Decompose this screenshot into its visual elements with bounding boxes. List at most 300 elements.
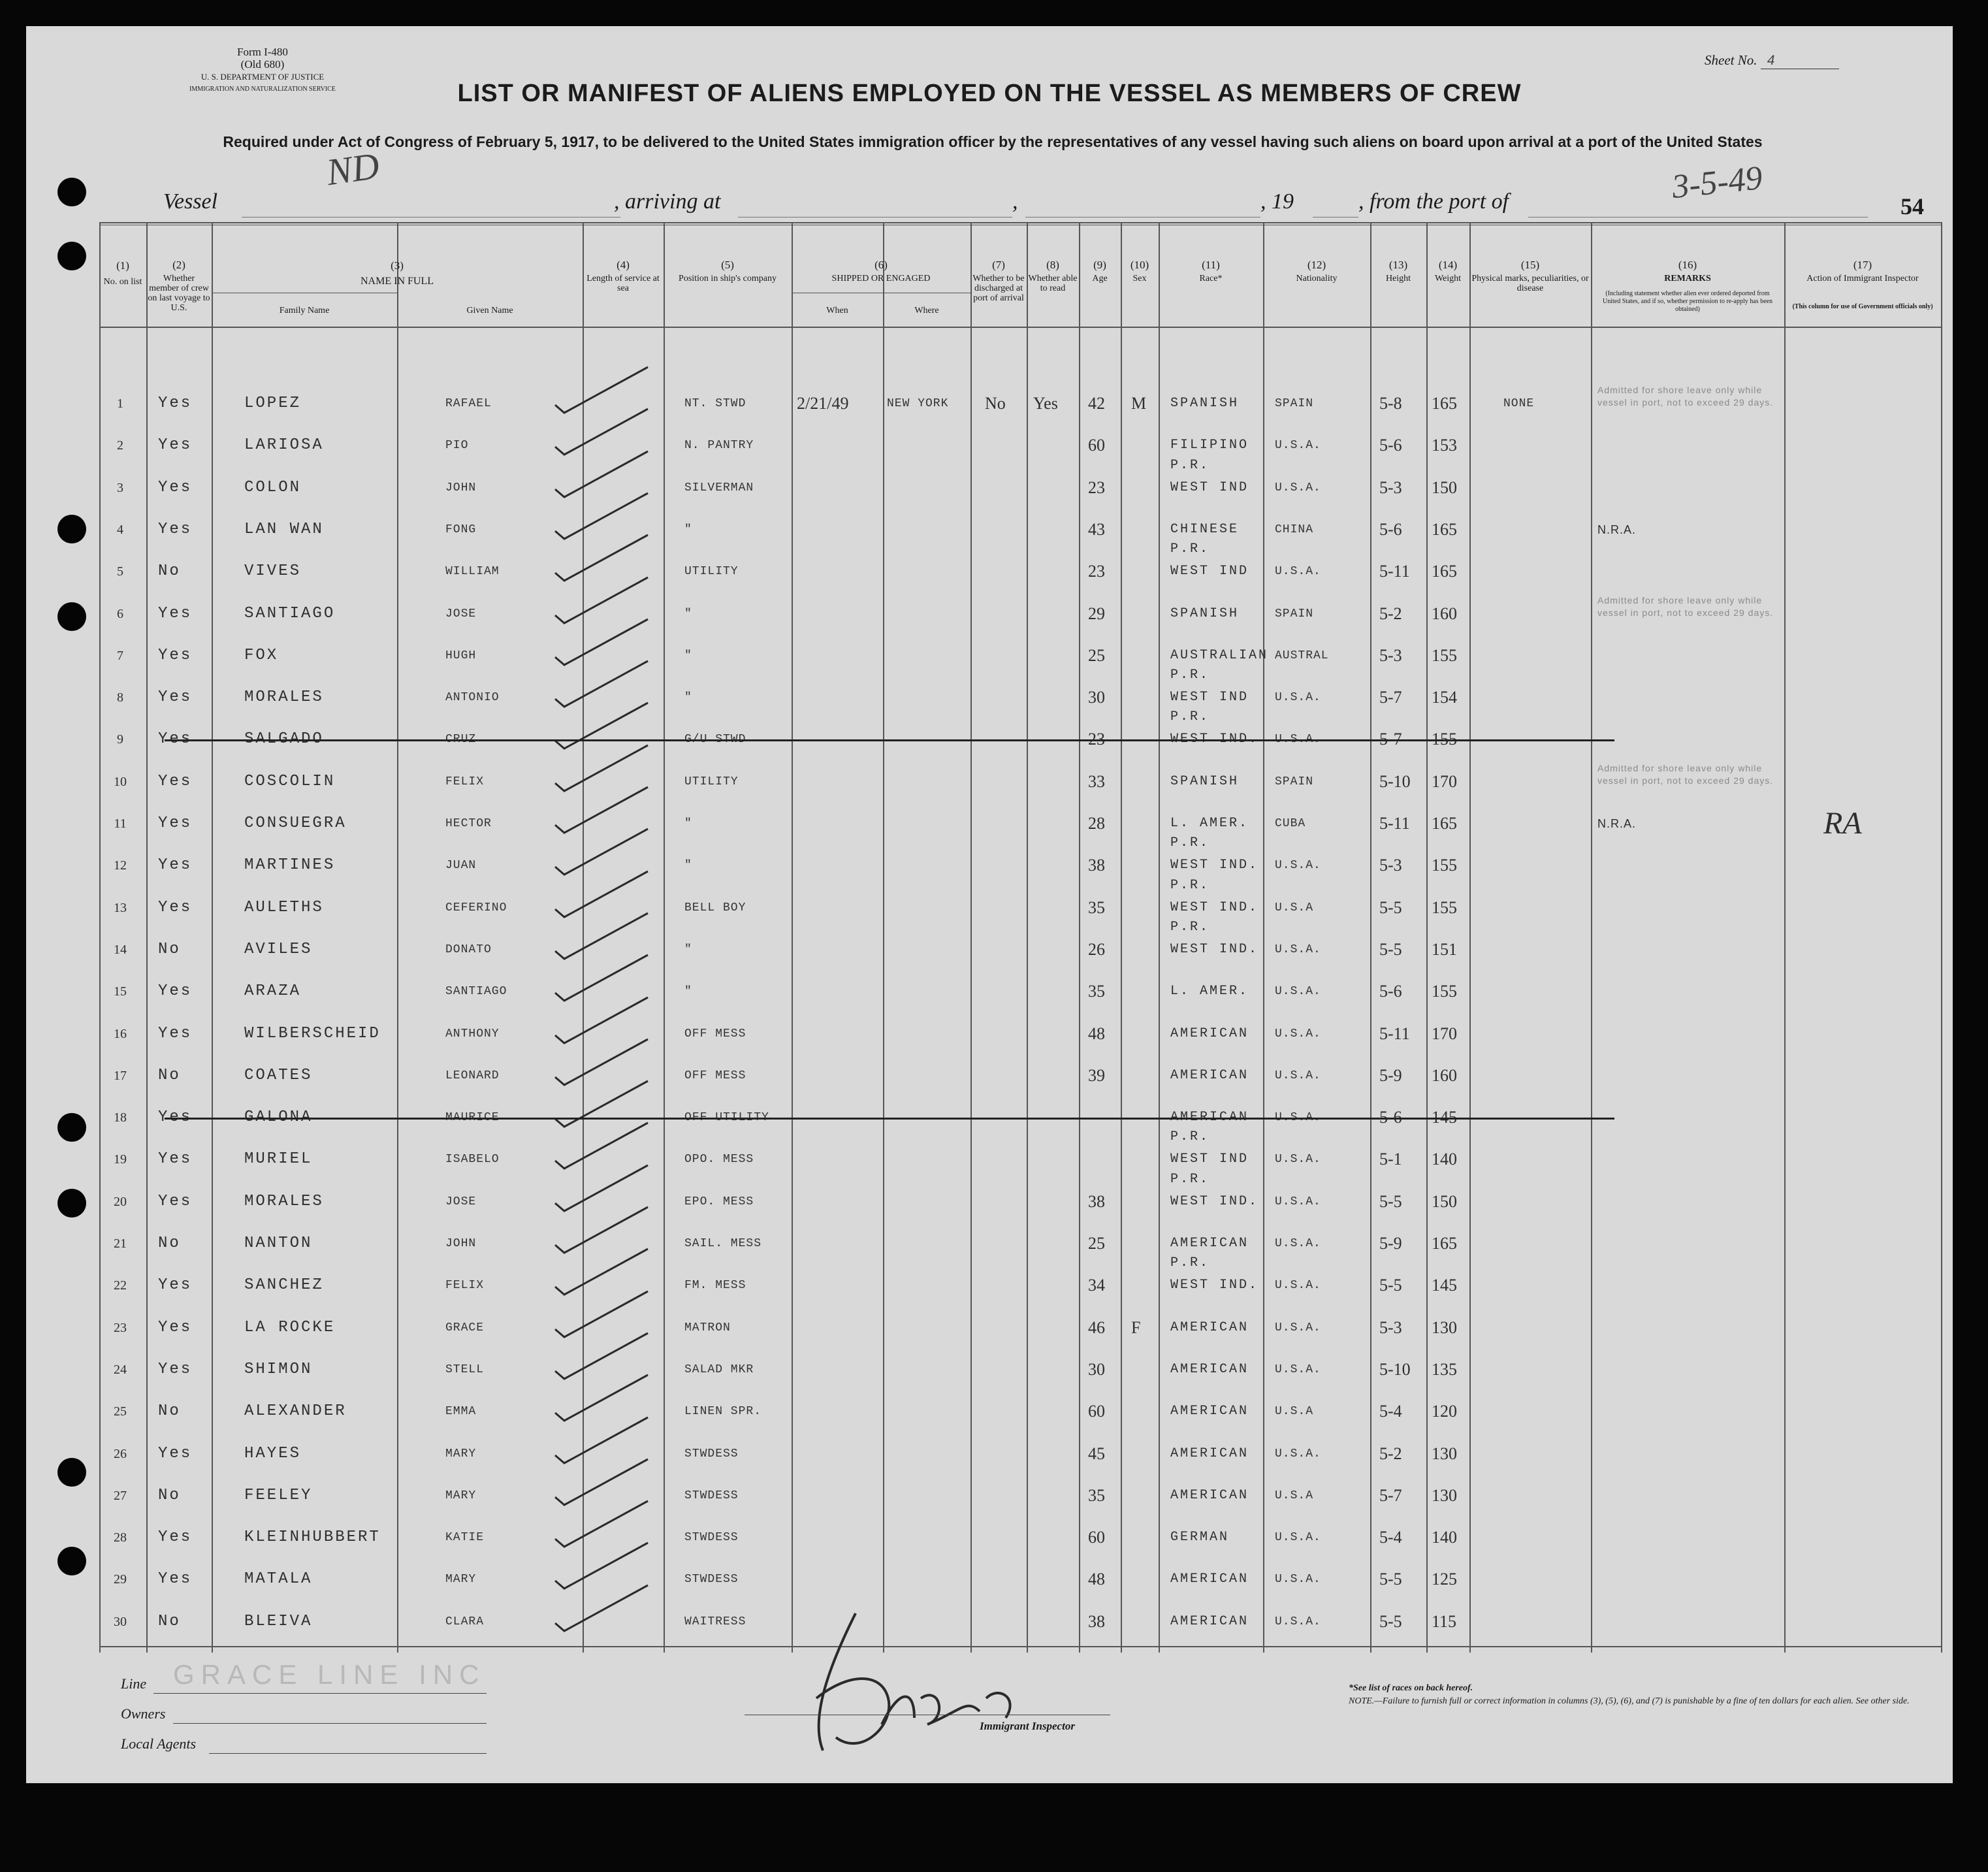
port-blank xyxy=(1528,217,1868,218)
year-blank xyxy=(1313,217,1358,218)
table-row xyxy=(99,1014,1941,1054)
nationality-value: U.S.A. xyxy=(1275,1531,1321,1545)
col-header-last-voyage: (2) Whether member of crew on last voyage to U.S. xyxy=(148,259,210,313)
weight-value: 165 xyxy=(1432,1234,1457,1253)
age-value: 28 xyxy=(1088,814,1105,833)
table-row xyxy=(99,1098,1941,1137)
page-title: LIST OR MANIFEST OF ALIENS EMPLOYED ON THE VESSEL AS MEMBERS OF CREW xyxy=(457,80,1522,107)
punch-hole xyxy=(57,602,86,631)
family-name-value: SHIMON xyxy=(244,1360,313,1378)
nationality-value: U.S.A. xyxy=(1275,1615,1321,1628)
local-agents-blank xyxy=(209,1753,487,1754)
given-name-value: CLARA xyxy=(445,1615,485,1628)
race-text: AMERICAN xyxy=(1170,1110,1249,1125)
race-text: WEST IND. xyxy=(1170,1193,1259,1209)
row-number: 29 xyxy=(114,1572,127,1587)
weight-value: 130 xyxy=(1432,1317,1457,1337)
last-voyage-value: Yes xyxy=(158,1024,193,1042)
last-voyage-value: Yes xyxy=(158,646,193,664)
race-value xyxy=(1170,762,1239,801)
age-value: 60 xyxy=(1088,1528,1105,1547)
table-row xyxy=(99,1255,1941,1305)
position-value: SILVERMAN xyxy=(684,481,754,494)
remarks-value: N.R.A. xyxy=(1597,817,1637,830)
last-voyage-value: Yes xyxy=(158,395,193,412)
family-name-value: FEELEY xyxy=(244,1486,313,1504)
family-name-value: WILBERSCHEID xyxy=(244,1024,381,1042)
local-agents-label: Local Agents xyxy=(121,1735,197,1752)
race-text: GERMAN xyxy=(1170,1530,1230,1545)
position-value: OFF MESS xyxy=(684,1069,746,1082)
arriving-blank xyxy=(738,217,1012,218)
position-value: OFF MESS xyxy=(684,1027,746,1041)
race-text: AMERICAN xyxy=(1170,1067,1249,1083)
handwritten-mark: ND xyxy=(323,144,382,194)
position-value: NT. STWD xyxy=(684,397,746,410)
height-value: 5-3 xyxy=(1379,477,1402,497)
position-value: MATRON xyxy=(684,1321,731,1334)
table-row xyxy=(99,1518,1941,1557)
race-text: AMERICAN xyxy=(1170,1025,1249,1041)
arriving-label: , arriving at xyxy=(614,189,721,214)
last-voyage-value: Yes xyxy=(158,1318,193,1336)
agency-subname: IMMIGRATION AND NATURALIZATION SERVICE xyxy=(189,86,336,93)
race-origin-value: P.R. xyxy=(1170,541,1210,557)
port-label: , from the port of xyxy=(1358,189,1509,214)
col-header-read: (8) Whether able to read xyxy=(1028,259,1078,293)
height-value: 5-5 xyxy=(1379,1611,1402,1631)
col-header-action-note: (This column for use of Government officials only) xyxy=(1792,303,1933,310)
family-name-value: NANTON xyxy=(244,1235,313,1252)
sex-value: M xyxy=(1131,394,1147,413)
race-text: WEST IND. xyxy=(1170,941,1259,957)
table-row xyxy=(99,1224,1941,1263)
position-value: " xyxy=(684,943,692,956)
race-value xyxy=(1170,1308,1249,1348)
family-name-value: GALONA xyxy=(244,1108,313,1127)
nationality-value: U.S.A. xyxy=(1275,691,1321,705)
check-mark-icon xyxy=(550,1583,654,1635)
nationality-value: U.S.A xyxy=(1275,1405,1314,1419)
col-header-no: (1) No. on list xyxy=(103,259,142,287)
given-name-value: ANTONIO xyxy=(445,691,500,705)
given-name-value: DONATO xyxy=(445,943,492,956)
age-value: 38 xyxy=(1088,1611,1105,1631)
height-value: 5-4 xyxy=(1379,1528,1402,1547)
punch-hole xyxy=(57,1458,86,1487)
nationality-value: U.S.A. xyxy=(1275,481,1321,494)
row-number: 19 xyxy=(114,1152,127,1167)
row-number: 17 xyxy=(114,1068,127,1083)
age-value: 60 xyxy=(1088,436,1105,455)
weight-value: 145 xyxy=(1432,1108,1457,1127)
height-value: 5-2 xyxy=(1379,604,1402,623)
age-value: 38 xyxy=(1088,1191,1105,1211)
col-header-nationality: (12) Nationality xyxy=(1296,259,1338,283)
position-value: STWDESS xyxy=(684,1489,739,1502)
last-voyage-value: Yes xyxy=(158,1276,193,1295)
weight-value: 130 xyxy=(1432,1485,1457,1505)
height-value: 5-7 xyxy=(1379,688,1402,707)
sex-value: F xyxy=(1131,1317,1141,1337)
row-number: 13 xyxy=(114,900,127,915)
vessel-label: Vessel xyxy=(163,189,218,214)
col-header-race: (11) Race* xyxy=(1199,259,1223,283)
last-voyage-value: No xyxy=(158,1235,181,1252)
height-value: 5-11 xyxy=(1379,1024,1410,1043)
family-name-value: LOPEZ xyxy=(244,395,302,412)
inspector-signature xyxy=(731,1587,1071,1783)
race-value xyxy=(1170,1518,1229,1557)
penalty-note: NOTE.—Failure to furnish full or correct information in columns (3), (5), (6), and (7) is punishable by a fine of ten dollars for each alien. See other side. xyxy=(1349,1696,1910,1706)
age-value: 30 xyxy=(1088,688,1105,707)
family-name-value: SANCHEZ xyxy=(244,1276,324,1295)
weight-value: 155 xyxy=(1432,645,1457,665)
family-name-value: AULETHS xyxy=(244,898,324,916)
last-voyage-value: Yes xyxy=(158,1150,193,1169)
race-origin-value: P.R. xyxy=(1170,1129,1210,1145)
age-value: 23 xyxy=(1088,562,1105,581)
age-value: 48 xyxy=(1088,1024,1105,1043)
position-value: WAITRESS xyxy=(684,1615,746,1628)
race-value xyxy=(1170,1392,1249,1431)
last-voyage-value: No xyxy=(158,940,181,958)
table-rule xyxy=(99,327,1941,328)
given-name-value: MAURICE xyxy=(445,1111,500,1125)
height-value: 5-11 xyxy=(1379,562,1410,581)
position-value: N. PANTRY xyxy=(684,439,754,453)
last-voyage-value: Yes xyxy=(158,478,193,496)
col-header-weight: (14) Weight xyxy=(1434,259,1462,283)
race-value xyxy=(1170,1056,1249,1095)
table-row xyxy=(99,510,1941,549)
row-number: 2 xyxy=(117,438,123,453)
col-header-position: (5) Position in ship's company xyxy=(679,259,777,283)
given-name-value: FELIX xyxy=(445,775,485,788)
col-header-family-name: Family Name xyxy=(279,306,330,315)
last-voyage-value: Yes xyxy=(158,1192,193,1210)
age-value: 29 xyxy=(1088,604,1105,623)
position-value: LINEN SPR. xyxy=(684,1405,762,1419)
family-name-value: HAYES xyxy=(244,1444,302,1462)
given-name-value: RAFAEL xyxy=(445,397,492,410)
nationality-value: U.S.A. xyxy=(1275,859,1321,873)
given-name-value: SANTIAGO xyxy=(445,985,507,999)
position-value: EPO. MESS xyxy=(684,1195,754,1208)
row-number: 22 xyxy=(114,1278,127,1293)
punch-hole xyxy=(57,1547,86,1575)
col-header-remarks-note: (Including statement whether alien ever ordered deported from United States, and if so, whether permission to re-apply has been obtained) xyxy=(1603,290,1772,313)
col-rule xyxy=(1941,222,1942,1653)
race-value xyxy=(1170,1602,1249,1641)
punch-hole xyxy=(57,1113,86,1142)
height-value: 5-5 xyxy=(1379,1276,1402,1295)
nationality-value: SPAIN xyxy=(1275,397,1314,410)
height-value: 5-6 xyxy=(1379,1108,1402,1127)
nationality-value: U.S.A. xyxy=(1275,1447,1321,1460)
last-voyage-value: Yes xyxy=(158,1570,193,1589)
race-text: AMERICAN xyxy=(1170,1572,1249,1587)
age-value: 43 xyxy=(1088,519,1105,539)
race-text: WEST IND. xyxy=(1170,732,1259,747)
remarks-value: Admitted for shore leave only while vessel in port, not to exceed 29 days. xyxy=(1597,594,1774,618)
given-name-value: MARY xyxy=(445,1573,477,1587)
race-text: WEST IND. xyxy=(1170,858,1259,873)
given-name-value: GRACE xyxy=(445,1321,485,1334)
height-value: 5-11 xyxy=(1379,814,1410,833)
height-value: 5-7 xyxy=(1379,730,1402,749)
table-row xyxy=(99,426,1941,465)
vessel-blank xyxy=(242,217,620,218)
col-header-discharged: (7) Whether to be discharged at port of arrival xyxy=(972,259,1025,303)
vessel-line xyxy=(163,189,1894,222)
nationality-value: U.S.A. xyxy=(1275,565,1321,579)
height-value: 5-10 xyxy=(1379,771,1411,791)
row-number: 12 xyxy=(114,858,127,873)
table-row xyxy=(99,636,1941,675)
age-value: 39 xyxy=(1088,1065,1105,1085)
family-name-value: MORALES xyxy=(244,688,324,707)
owners-label: Owners xyxy=(121,1705,166,1722)
row-number: 24 xyxy=(114,1362,127,1377)
row-number: 26 xyxy=(114,1446,127,1461)
date-blank xyxy=(1025,217,1260,218)
race-text: AMERICAN xyxy=(1170,1319,1249,1335)
position-value: FM. MESS xyxy=(684,1279,746,1293)
nationality-value: U.S.A. xyxy=(1275,439,1321,453)
col-header-service: (4) Length of service at sea xyxy=(586,259,660,293)
row-number: 6 xyxy=(117,606,123,621)
last-voyage-value: Yes xyxy=(158,898,193,916)
punch-hole xyxy=(57,242,86,270)
nationality-value: U.S.A. xyxy=(1275,1069,1321,1082)
height-value: 5-3 xyxy=(1379,645,1402,665)
nationality-value: U.S.A. xyxy=(1275,1027,1321,1041)
year-label: , 19 xyxy=(1260,189,1294,214)
col-header-remarks: (16) REMARKS xyxy=(1664,259,1711,283)
race-value xyxy=(1170,384,1239,423)
given-name-value: ANTHONY xyxy=(445,1027,500,1041)
given-name-value: HUGH xyxy=(445,649,477,662)
nationality-value: U.S.A. xyxy=(1275,1111,1321,1125)
family-name-value: LARIOSA xyxy=(244,436,324,455)
form-number: Form I-480 xyxy=(237,46,288,58)
age-value: 25 xyxy=(1088,1234,1105,1253)
page-number: 54 xyxy=(1900,193,1924,219)
race-text: SPANISH xyxy=(1170,396,1240,411)
remarks-value: Admitted for shore leave only while vessel in port, not to exceed 29 days. xyxy=(1597,762,1774,786)
race-value xyxy=(1170,1014,1249,1054)
weight-value: 125 xyxy=(1432,1570,1457,1589)
position-value: " xyxy=(684,691,692,705)
nationality-value: U.S.A. xyxy=(1275,943,1321,956)
race-origin-value: P.R. xyxy=(1170,919,1210,935)
row-number: 30 xyxy=(114,1614,127,1629)
nationality-value: U.S.A. xyxy=(1275,1321,1321,1334)
last-voyage-value: Yes xyxy=(158,604,193,622)
col-header-when: When xyxy=(826,306,848,315)
race-text: WEST IND. xyxy=(1170,899,1259,915)
line-blank xyxy=(153,1693,487,1694)
table-row xyxy=(99,877,1941,928)
row-number: 28 xyxy=(114,1530,127,1545)
age-value: 23 xyxy=(1088,477,1105,497)
race-text: SPANISH xyxy=(1170,773,1240,789)
form-old-number: (Old 680) xyxy=(240,58,285,71)
race-value xyxy=(1170,1350,1249,1389)
weight-value: 155 xyxy=(1432,730,1457,749)
given-name-value: LEONARD xyxy=(445,1069,500,1082)
position-value: OFF UTILITY xyxy=(684,1111,769,1125)
weight-value: 165 xyxy=(1432,394,1457,413)
age-value: 34 xyxy=(1088,1276,1105,1295)
weight-value: 140 xyxy=(1432,1528,1457,1547)
nationality-value: U.S.A. xyxy=(1275,985,1321,999)
row-number: 18 xyxy=(114,1110,127,1125)
race-text: AMERICAN xyxy=(1170,1487,1249,1503)
strikethrough-line xyxy=(165,739,1614,741)
discharged-value: No xyxy=(985,394,1006,413)
age-value: 35 xyxy=(1088,897,1105,917)
table-row xyxy=(99,1056,1941,1095)
last-voyage-value: Yes xyxy=(158,982,193,1001)
position-value: UTILITY xyxy=(684,775,739,788)
last-voyage-value: Yes xyxy=(158,1108,193,1127)
position-value: " xyxy=(684,607,692,621)
row-number: 1 xyxy=(117,396,123,411)
given-name-value: ISABELO xyxy=(445,1153,500,1167)
weight-value: 155 xyxy=(1432,982,1457,1001)
family-name-value: COLON xyxy=(244,478,302,496)
given-name-value: FONG xyxy=(445,523,477,536)
family-name-value: LAN WAN xyxy=(244,520,324,538)
race-text: CHINESE xyxy=(1170,521,1240,537)
inspector-label: Immigrant Inspector xyxy=(980,1720,1075,1732)
age-value: 25 xyxy=(1088,645,1105,665)
position-value: G/U STWD xyxy=(684,733,746,747)
given-name-value: CRUZ xyxy=(445,733,477,747)
age-value: 60 xyxy=(1088,1402,1105,1421)
nationality-value: AUSTRAL xyxy=(1275,649,1329,662)
race-origin-value: P.R. xyxy=(1170,709,1210,725)
race-text: WEST IND xyxy=(1170,564,1249,579)
race-text: WEST IND. xyxy=(1170,1278,1259,1293)
family-name-value: BLEIVA xyxy=(244,1612,313,1630)
table-row xyxy=(99,1308,1941,1348)
age-value: 26 xyxy=(1088,939,1105,959)
race-origin-value: P.R. xyxy=(1170,1171,1210,1187)
weight-value: 170 xyxy=(1432,771,1457,791)
line-value: GRACE LINE INC xyxy=(173,1659,486,1690)
weight-value: 170 xyxy=(1432,1024,1457,1043)
family-name-value: VIVES xyxy=(244,562,302,581)
weight-value: 160 xyxy=(1432,1065,1457,1085)
family-name-value: MARTINES xyxy=(244,856,336,875)
given-name-value: JUAN xyxy=(445,859,477,873)
family-name-value: COSCOLIN xyxy=(244,772,336,790)
last-voyage-value: No xyxy=(158,1486,181,1504)
table-row xyxy=(99,1171,1941,1221)
last-voyage-value: No xyxy=(158,562,181,581)
crew-table xyxy=(99,222,1941,1653)
manifest-sheet xyxy=(26,26,1953,1783)
table-row xyxy=(99,762,1941,801)
position-value: " xyxy=(684,859,692,873)
row-number: 16 xyxy=(114,1026,127,1041)
nationality-value: U.S.A. xyxy=(1275,1363,1321,1376)
punch-hole xyxy=(57,515,86,543)
position-value: STWDESS xyxy=(684,1573,739,1587)
table-row xyxy=(99,1350,1941,1389)
nationality-value: U.S.A. xyxy=(1275,1153,1321,1167)
weight-value: 135 xyxy=(1432,1359,1457,1379)
race-text: WEST IND xyxy=(1170,479,1249,495)
weight-value: 130 xyxy=(1432,1444,1457,1463)
race-origin-value: P.R. xyxy=(1170,457,1210,473)
given-name-value: MARY xyxy=(445,1447,477,1460)
table-row xyxy=(99,668,1941,717)
row-number: 15 xyxy=(114,984,127,999)
height-value: 5-4 xyxy=(1379,1402,1402,1421)
family-name-value: KLEINHUBBERT xyxy=(244,1528,381,1547)
action-value: RA xyxy=(1823,806,1862,841)
table-row xyxy=(99,1434,1941,1474)
race-origin-value: P.R. xyxy=(1170,877,1210,893)
height-value: 5-9 xyxy=(1379,1065,1402,1085)
row-number: 11 xyxy=(114,816,127,831)
weight-value: 115 xyxy=(1432,1611,1457,1631)
race-value xyxy=(1170,972,1249,1011)
weight-value: 150 xyxy=(1432,477,1457,497)
row-number: 23 xyxy=(114,1320,127,1335)
race-text: L. AMER. xyxy=(1170,984,1249,999)
table-row xyxy=(99,1392,1941,1431)
height-value: 5-8 xyxy=(1379,394,1402,413)
race-text: AMERICAN xyxy=(1170,1236,1249,1251)
weight-value: 155 xyxy=(1432,897,1457,917)
col-header-action: (17) Action of Immigrant Inspector xyxy=(1806,259,1919,283)
family-name-value: ALEXANDER xyxy=(244,1402,347,1421)
race-text: AMERICAN xyxy=(1170,1613,1249,1629)
owners-blank xyxy=(173,1723,487,1724)
age-value: 30 xyxy=(1088,1359,1105,1379)
agency-name: U. S. DEPARTMENT OF JUSTICE xyxy=(200,72,325,82)
race-value xyxy=(1170,1476,1249,1515)
weight-value: 153 xyxy=(1432,436,1457,455)
last-voyage-value: Yes xyxy=(158,772,193,790)
height-value: 5-10 xyxy=(1379,1359,1411,1379)
height-value: 5-5 xyxy=(1379,939,1402,959)
position-value: SAIL. MESS xyxy=(684,1237,762,1250)
table-row xyxy=(99,457,1941,508)
race-value xyxy=(1170,594,1239,634)
family-name-value: COATES xyxy=(244,1066,313,1084)
weight-value: 120 xyxy=(1432,1402,1457,1421)
read-value: Yes xyxy=(1033,394,1058,413)
row-number: 27 xyxy=(114,1488,127,1503)
row-number: 8 xyxy=(117,690,123,705)
comma: , xyxy=(1012,189,1018,214)
remarks-value: Admitted for shore leave only while vessel in port, not to exceed 29 days. xyxy=(1597,385,1774,408)
table-row xyxy=(99,1129,1941,1179)
table-row xyxy=(99,804,1941,843)
height-value: 5-2 xyxy=(1379,1444,1402,1463)
col-header-where: Where xyxy=(914,306,939,315)
height-value: 5-6 xyxy=(1379,436,1402,455)
line-label: Line xyxy=(121,1675,147,1692)
weight-value: 150 xyxy=(1432,1191,1457,1211)
row-number: 9 xyxy=(117,732,123,747)
